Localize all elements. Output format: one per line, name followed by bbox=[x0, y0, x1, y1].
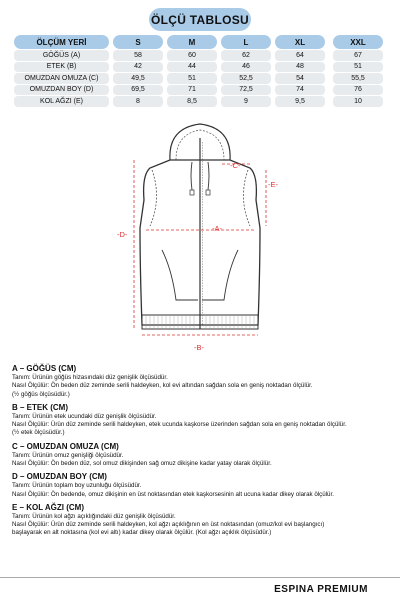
row-label: OMUZDAN OMUZA (C) bbox=[14, 73, 109, 84]
section-title: A – GÖĞÜS (CM) bbox=[12, 364, 77, 373]
size-value: 60 bbox=[167, 50, 217, 61]
size-value: 67 bbox=[333, 50, 383, 61]
table-row bbox=[14, 50, 384, 61]
brand-name: ESPINA PREMIUM bbox=[274, 584, 368, 595]
header-size-xl: XL bbox=[275, 35, 325, 49]
header-size-xxl: XXL bbox=[333, 35, 383, 49]
table-body bbox=[14, 50, 384, 107]
size-value: 71 bbox=[167, 85, 217, 96]
size-value: 42 bbox=[113, 62, 163, 73]
section-title: C – OMUZDAN OMUZA (CM) bbox=[12, 441, 119, 451]
section-line: Nasıl Ölçülür: Ön bedende, omuz dikişinin en üst noktasından etek kaşkorsesinin alt ucuna kadar dikey olarak ölçülür. bbox=[12, 490, 334, 498]
measurement-instructions bbox=[12, 360, 392, 538]
section-line: Nasıl Ölçülür: Ürün düz zeminde serili haldeyken, etek ucunda kaşkorse üzerinden sağdan sola en geniş noktadan ölçülür. bbox=[12, 421, 347, 429]
size-value: 54 bbox=[275, 73, 325, 84]
footer-bar bbox=[0, 577, 400, 600]
row-label: OMUZDAN BOY (D) bbox=[14, 85, 109, 96]
section-line: Tanım: Ürünün toplam boy uzunluğu ölçüsüdür. bbox=[12, 482, 142, 490]
vest-diagram bbox=[110, 120, 290, 360]
size-value: 9 bbox=[221, 96, 271, 107]
row-label: KOL AĞZI (E) bbox=[14, 96, 109, 107]
size-value: 44 bbox=[167, 62, 217, 73]
table-row bbox=[14, 73, 384, 84]
diagram-label-d: -D- bbox=[117, 230, 128, 239]
section-line: başlayarak en alt noktasına (kol evi altı) kadar dikey olarak ölçülür. (Kol ağzı açıklık ölçüsüdür.) bbox=[12, 529, 272, 537]
size-value: 10 bbox=[333, 96, 383, 107]
section-line: (½ göğüs ölçüsüdür.) bbox=[12, 390, 70, 398]
section-line: Tanım: Ürünün göğüs hizasındaki düz genişlik ölçüsüdür. bbox=[12, 374, 168, 382]
size-value: 74 bbox=[275, 85, 325, 96]
header-size-m: M bbox=[167, 35, 217, 49]
size-value: 72,5 bbox=[221, 85, 271, 96]
size-value: 8,5 bbox=[167, 96, 217, 107]
size-chart-title: ÖLÇÜ TABLOSU bbox=[149, 8, 251, 31]
size-value: 46 bbox=[221, 62, 271, 73]
diagram-label-b: -B- bbox=[194, 343, 204, 352]
header-size-s: S bbox=[113, 35, 163, 49]
header-size-l: L bbox=[221, 35, 271, 49]
section-title: E – KOL AĞZI (CM) bbox=[12, 502, 84, 512]
size-value: 49,5 bbox=[113, 73, 163, 84]
size-value: 76 bbox=[333, 85, 383, 96]
size-value: 52,5 bbox=[221, 73, 271, 84]
size-value: 51 bbox=[333, 62, 383, 73]
table-row bbox=[14, 85, 384, 96]
section-line: Nasıl Ölçülür: Ürün düz zeminde serili haldeyken, kol ağzı açıklığının en üst noktasından (omuz/kol evi başlangıcı) bbox=[12, 521, 325, 529]
section-line: Nasıl Ölçülür: Ön beden düz zeminde serili haldeyken, kol evi altından sağdan sola en geniş noktadan ölçülür. bbox=[12, 382, 313, 390]
size-value: 8 bbox=[113, 96, 163, 107]
size-value: 51 bbox=[167, 73, 217, 84]
section-line: Tanım: Ürünün omuz genişliği ölçüsüdür. bbox=[12, 451, 124, 459]
size-value: 9,5 bbox=[275, 96, 325, 107]
size-value: 62 bbox=[221, 50, 271, 61]
table-row bbox=[14, 62, 384, 73]
table-header bbox=[14, 35, 384, 49]
size-value: 64 bbox=[275, 50, 325, 61]
size-value: 55,5 bbox=[333, 73, 383, 84]
size-value: 48 bbox=[275, 62, 325, 73]
section-title: B – ETEK (CM) bbox=[12, 402, 68, 412]
header-measurement: ÖLÇÜM YERİ bbox=[14, 35, 109, 49]
row-label: GÖĞÜS (A) bbox=[14, 50, 109, 61]
section-line: Tanım: Ürünün kol ağzı açıklığındaki düz genişlik ölçüsüdür. bbox=[12, 513, 176, 521]
row-label: ETEK (B) bbox=[14, 62, 109, 73]
diagram-label-a: -A- bbox=[212, 224, 222, 233]
section-line: (½ etek ölçüsüdür.) bbox=[12, 429, 65, 437]
section-title: D – OMUZDAN BOY (CM) bbox=[12, 472, 107, 482]
section-line: Tanım: Ürünün etek ucundaki düz genişlik ölçüsüdür. bbox=[12, 413, 157, 421]
diagram-label-e: -E- bbox=[268, 180, 278, 189]
table-row bbox=[14, 96, 384, 107]
size-table bbox=[14, 35, 384, 107]
size-value: 69,5 bbox=[113, 85, 163, 96]
diagram-label-c: -C- bbox=[230, 161, 241, 170]
section-line: Nasıl Ölçülür: Ön beden düz, sol omuz dikişinden sağ omuz dikişine kadar yatay olarak ölçülür. bbox=[12, 460, 272, 468]
size-value: 58 bbox=[113, 50, 163, 61]
